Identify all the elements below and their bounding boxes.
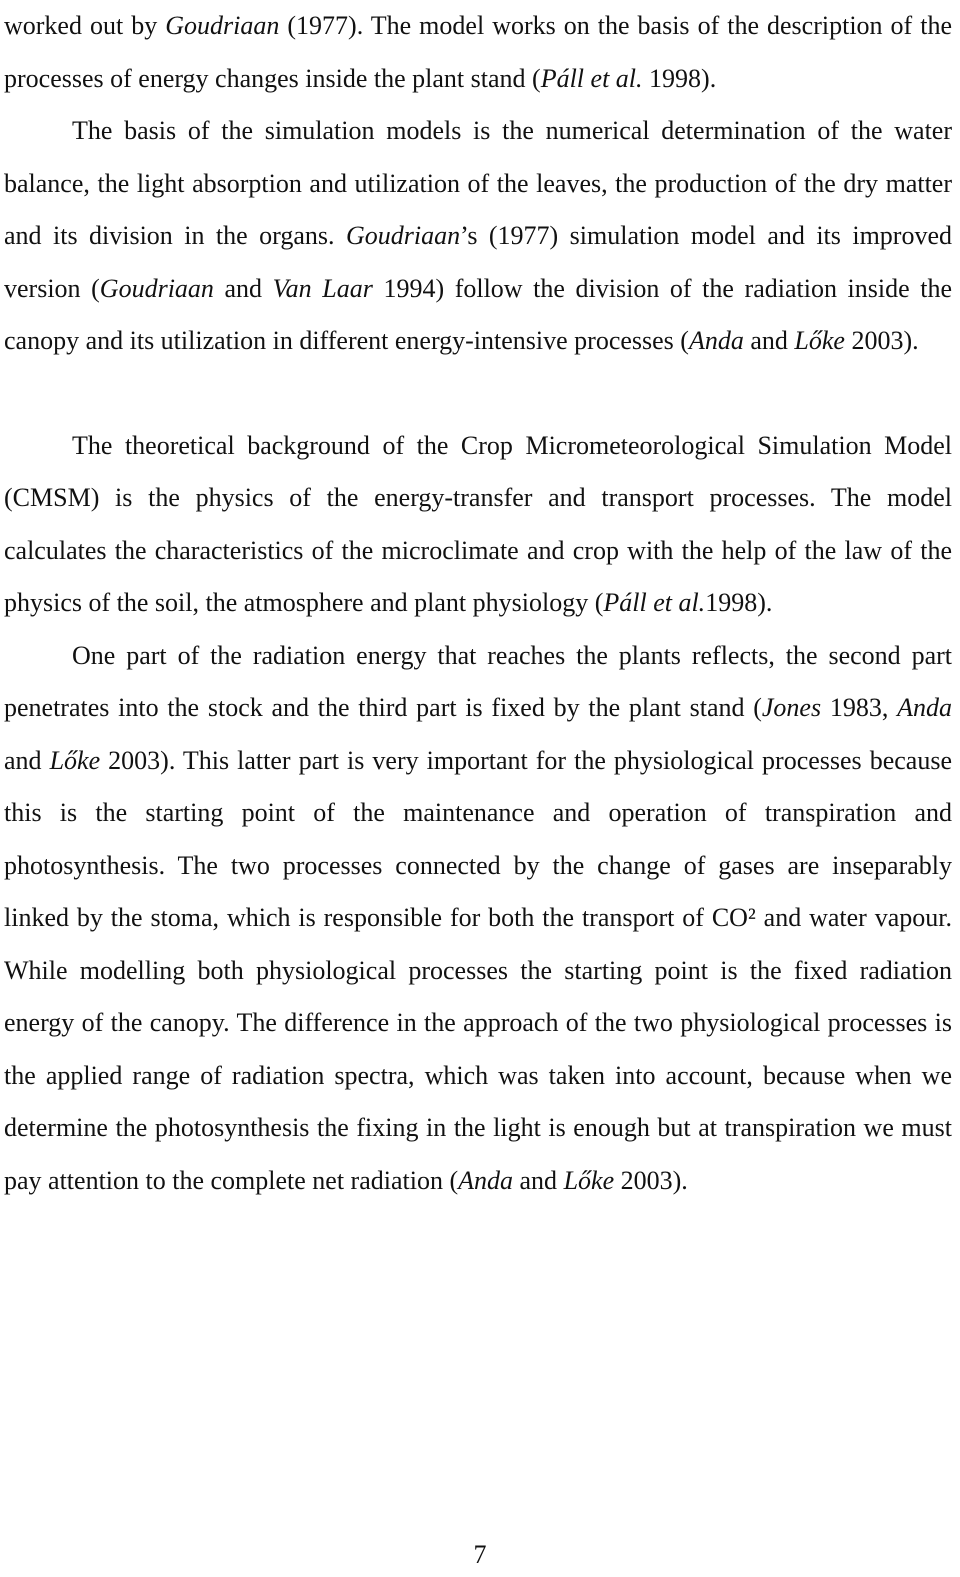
paragraph-radiation-energy	[4, 630, 952, 1208]
text-segment: ’s (1977) simulation model and its improved version (	[4, 221, 952, 303]
italic-citation-text: Páll et al.	[540, 63, 643, 93]
text-segment: 2003).	[614, 1165, 688, 1195]
italic-citation-text: Goudriaan	[99, 273, 214, 303]
paragraph-simulation-basis	[4, 105, 952, 368]
text-segment: (1977). The model works on the basis of the description of the processes of energy changes inside the plant stand (	[4, 11, 952, 93]
italic-citation-text: Anda	[897, 693, 952, 722]
text-segment: and	[743, 326, 795, 355]
italic-citation-text: Anda	[688, 326, 744, 355]
text-segment: 1994) follow the division of the radiation inside the canopy and its utilization in different energy-intensive processes (	[4, 273, 953, 355]
text-segment: worked out by	[4, 11, 166, 40]
text-segment: and	[213, 273, 273, 303]
italic-citation-text: Jones	[761, 693, 822, 722]
italic-citation-text: Páll et al.	[603, 588, 706, 617]
text-segment: The basis of the simulation models is the numerical determination of the water balance, the light absorption and utilization of the leaves, the production of the dry matter and its division in the organs.	[4, 116, 952, 250]
paragraph-continuation	[4, 0, 952, 105]
text-segment: 1998).	[642, 63, 717, 93]
document-page	[4, 0, 952, 1577]
text-segment: One part of the radiation energy that reaches the plants reflects, the second part penetrates into the stock and the third part is fixed by the plant stand (	[4, 640, 952, 722]
italic-citation-text: Goudriaan	[165, 11, 280, 40]
text-segment: and	[4, 745, 50, 775]
italic-citation-text: Goudriaan	[345, 221, 461, 250]
italic-citation-text: Lőke	[49, 745, 101, 775]
text-segment: 1983,	[821, 693, 898, 722]
italic-citation-text: Van Laar	[272, 273, 373, 303]
text-segment: 2003).	[844, 326, 919, 355]
text-segment: The theoretical background of the Crop Micrometeorological Simulation Model (CMSM) is the physics of the energy-transfer and transport processes. The model calculates the characteristics of the microclimate and crop with the help of the law of the physics of the soil, the atmosphere and plant physiology (	[4, 430, 952, 617]
text-segment: 2003). This latter part is very important for the physiological processes because this is the starting point of the maintenance and operation of transpiration and photosynthesis. The two processes connected by the change of gases are inseparably linked by the stoma, which is responsible for both the transport of CO² and water vapour. While modelling both physiological processes the starting point is the fixed radiation energy of the canopy. The difference in the approach of the two physiological processes is the applied range of radiation spectra, which was taken into account, because when we determine the photosynthesis the fixing in the light is enough but at transpiration we must pay attention to the complete net radiation (	[4, 745, 952, 1195]
italic-citation-text: Anda	[458, 1165, 514, 1195]
italic-citation-text: Lőke	[794, 326, 845, 355]
page-number: 7	[473, 1540, 487, 1569]
paragraph-cmsm-background	[4, 420, 952, 630]
text-segment: 1998).	[705, 588, 773, 617]
italic-citation-text: Lőke	[563, 1165, 615, 1195]
text-segment: and	[513, 1165, 564, 1195]
